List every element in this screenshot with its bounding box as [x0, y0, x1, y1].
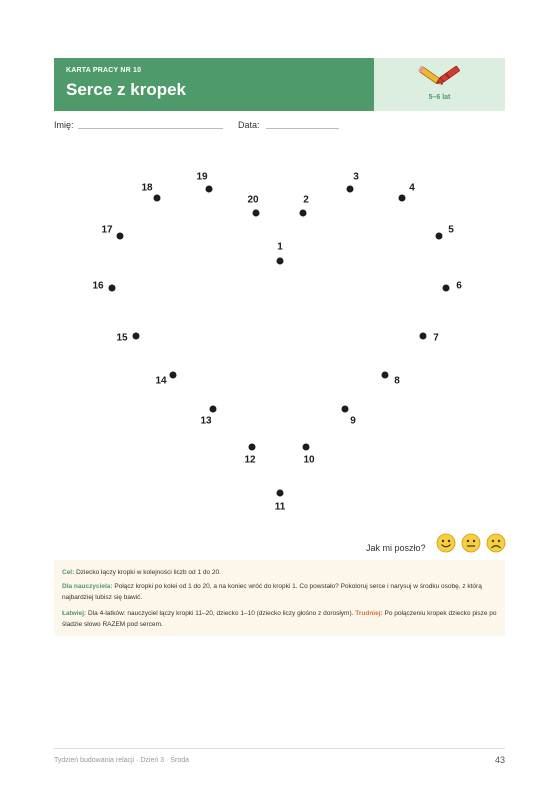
dot-10[interactable]	[303, 444, 310, 451]
sheet-number-label: KARTA PRACY NR 10	[66, 67, 142, 74]
neutral-face-icon[interactable]	[461, 533, 481, 553]
name-label: Imię:	[54, 120, 74, 130]
dot-16[interactable]	[109, 285, 116, 292]
dot-number-10: 10	[303, 454, 315, 466]
dot-number-1: 1	[277, 241, 283, 253]
page-number: 43	[494, 755, 505, 765]
date-label: Data:	[238, 120, 260, 130]
dot-number-19: 19	[196, 171, 208, 183]
dot-11[interactable]	[277, 490, 284, 497]
dot-number-18: 18	[141, 182, 153, 194]
instructions-box	[54, 560, 505, 636]
sad-face-icon[interactable]	[486, 533, 506, 553]
dot-number-17: 17	[101, 224, 113, 236]
dot-14[interactable]	[170, 372, 177, 379]
dot-number-9: 9	[350, 415, 356, 427]
dot-13[interactable]	[210, 406, 217, 413]
difficulty-paragraph	[62, 608, 500, 630]
easier-text: Dla 4-latków: nauczyciel łączy kropki 11–20, dziecko 1–10 (dziecko liczy głośno z dorosłym).	[88, 610, 354, 617]
dot-18[interactable]	[154, 195, 161, 202]
dot-number-5: 5	[448, 224, 454, 236]
footer-text: Tydzień budowania relacji · Dzień 3 · Środa	[54, 757, 190, 764]
dot-17[interactable]	[117, 233, 124, 240]
goal-text: Dziecko łączy kropki w kolejności liczb od 1 do 20.	[76, 569, 221, 576]
dot-number-20: 20	[247, 194, 259, 206]
dot-5[interactable]	[436, 233, 443, 240]
self-rating-label: Jak mi poszło?	[366, 543, 426, 553]
dot-number-16: 16	[92, 280, 104, 292]
dot-8[interactable]	[382, 372, 389, 379]
dot-7[interactable]	[420, 333, 427, 340]
dot-15[interactable]	[133, 333, 140, 340]
teacher-label: Dla nauczyciela:	[62, 583, 113, 590]
dot-number-12: 12	[244, 454, 256, 466]
dot-number-8: 8	[394, 375, 400, 387]
teacher-paragraph	[62, 581, 500, 603]
dot-2[interactable]	[300, 210, 307, 217]
dot-number-2: 2	[303, 194, 309, 206]
dot-20[interactable]	[253, 210, 260, 217]
teacher-text: Połącz kropki po kolei od 1 do 20, a na koniec wróć do kropki 1. Co powstało? Pokoloruj serce i narysuj w środku osobę, z którą najbardziej lubisz się bawić.	[62, 583, 482, 601]
goal-label: Cel:	[62, 569, 75, 576]
page-title: Serce z kropek	[66, 80, 187, 99]
dot-number-11: 11	[274, 501, 286, 513]
dot-number-7: 7	[433, 332, 439, 344]
dot-1[interactable]	[277, 258, 284, 265]
dot-19[interactable]	[206, 186, 213, 193]
dot-6[interactable]	[443, 285, 450, 292]
dot-number-3: 3	[353, 171, 359, 183]
goal-paragraph	[62, 567, 500, 578]
smiling-face-icon[interactable]	[436, 533, 456, 553]
dot-number-13: 13	[200, 415, 212, 427]
easier-label: Łatwiej:	[62, 610, 87, 617]
dot-9[interactable]	[342, 406, 349, 413]
harder-text: Po połączeniu kropek dziecko pisze po śladzie słowo RAZEM pod sercem.	[62, 610, 497, 628]
dot-4[interactable]	[399, 195, 406, 202]
dot-number-4: 4	[409, 182, 415, 194]
dot-12[interactable]	[249, 444, 256, 451]
age-range-label: 5–6 lat	[428, 94, 451, 101]
harder-label: Trudniej:	[355, 610, 383, 617]
dot-number-15: 15	[116, 332, 128, 344]
dot-number-6: 6	[456, 280, 462, 292]
footer-divider	[54, 748, 505, 749]
dot-number-14: 14	[155, 375, 167, 387]
dot-3[interactable]	[347, 186, 354, 193]
